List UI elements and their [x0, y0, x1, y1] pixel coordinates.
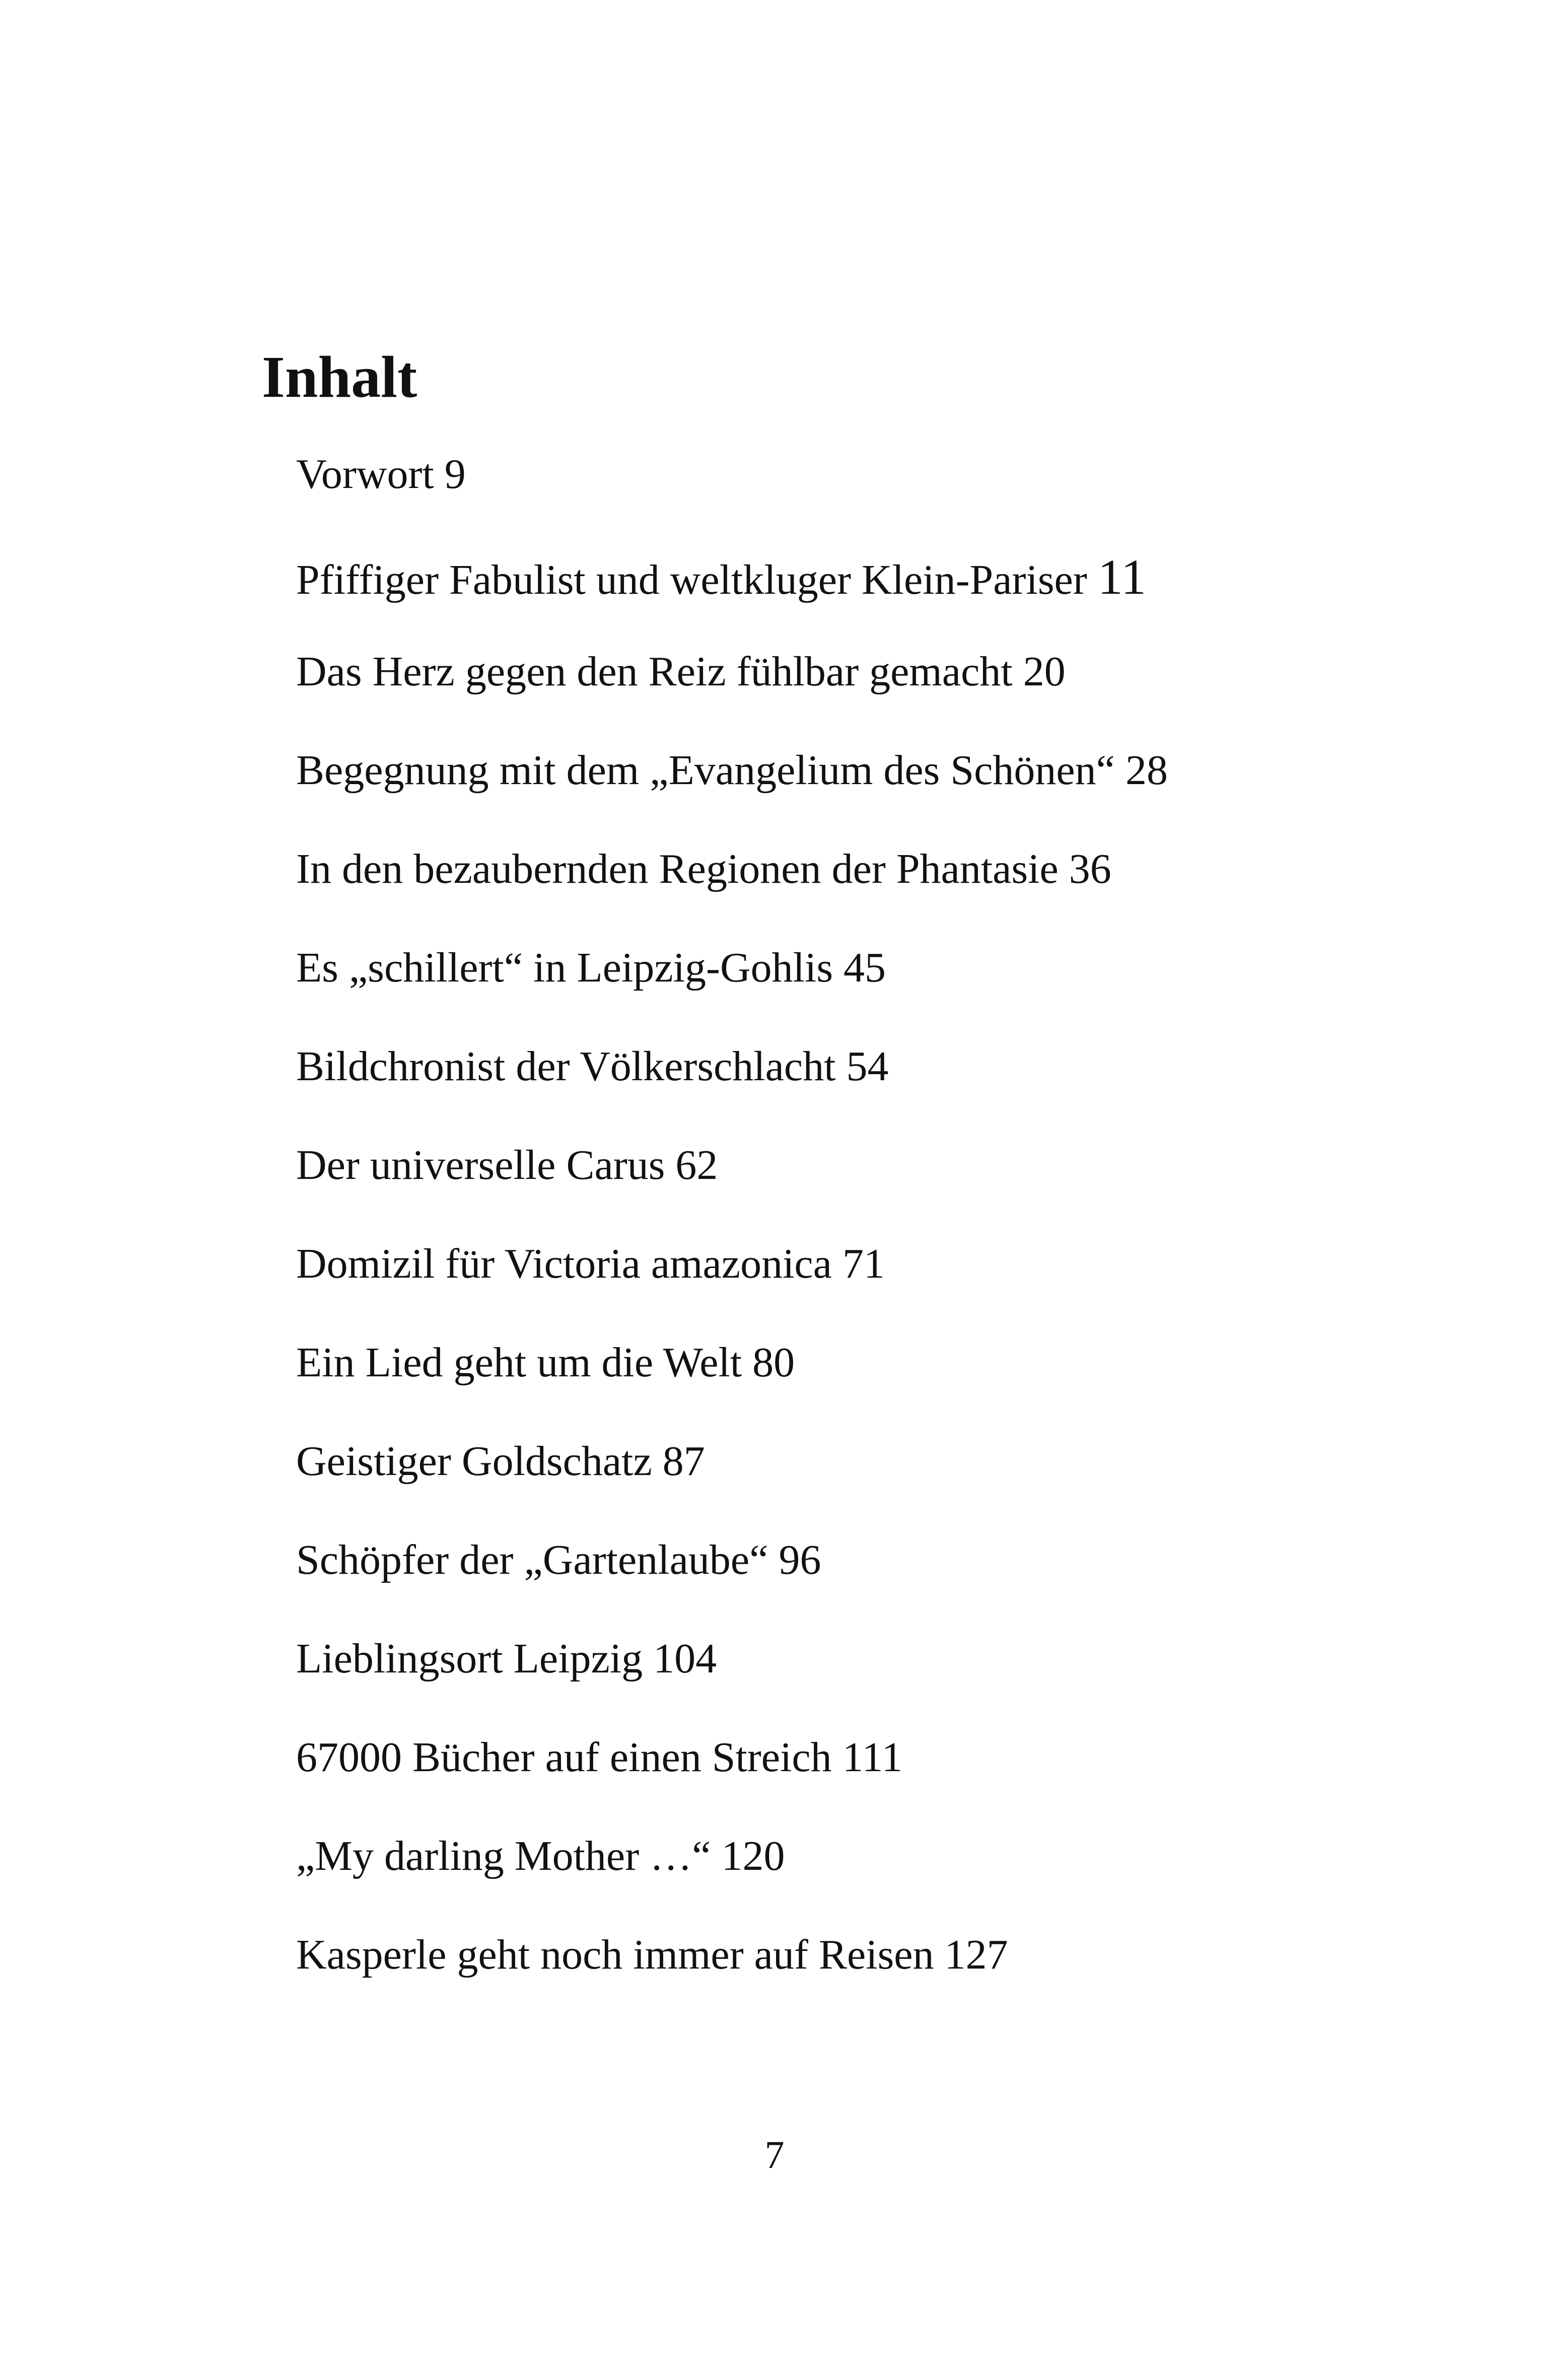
toc-entry-title: Das Herz gegen den Reiz fühlbar gemacht — [296, 648, 1013, 695]
toc-entry — [296, 1536, 1168, 1638]
toc-entry-page: 104 — [653, 1635, 717, 1682]
toc-entry — [296, 648, 1168, 749]
toc-entry — [296, 1931, 1168, 2033]
toc-entry-title: Pfiffiger Fabulist und weltkluger Klein-Pariser — [296, 556, 1087, 603]
toc-entry-page: 120 — [721, 1833, 785, 1879]
toc-entry — [296, 1736, 1168, 1835]
toc-entry-page: 80 — [752, 1339, 795, 1386]
toc-entry-page: 87 — [662, 1438, 705, 1485]
toc-entry — [296, 1635, 1168, 1736]
toc-entry — [296, 749, 1168, 848]
toc-entry-title: Bildchronist der Völkerschlacht — [296, 1043, 836, 1090]
toc-entry-title: Lieblingsort Leipzig — [296, 1635, 643, 1682]
toc-entry-title: Vorwort — [296, 451, 434, 498]
toc-entry-title: „My darling Mother …“ — [296, 1833, 711, 1879]
toc-entry-page: 96 — [779, 1536, 821, 1583]
toc-entry-title: In den bezaubernden Regionen der Phantasie — [296, 846, 1059, 892]
table-of-contents — [296, 453, 1168, 2033]
page-number: 7 — [764, 2133, 785, 2177]
toc-entry-page: 28 — [1125, 747, 1168, 794]
toc-entry-title: Domizil für Victoria amazonica — [296, 1240, 832, 1287]
toc-entry-title: Es „schillert“ in Leipzig-Gohlis — [296, 944, 833, 991]
toc-entry-page: 127 — [944, 1931, 1008, 1978]
toc-entry-page: 9 — [444, 451, 466, 498]
toc-entry-title: Kasperle geht noch immer auf Reisen — [296, 1931, 934, 1978]
toc-entry-page: 20 — [1023, 648, 1066, 695]
toc-entry — [296, 453, 1168, 552]
toc-entry-page: 111 — [842, 1734, 903, 1781]
toc-entry — [296, 1045, 1168, 1144]
toc-entry — [296, 549, 1168, 651]
toc-entry-title: Geistiger Goldschatz — [296, 1438, 652, 1485]
toc-entry-title: Ein Lied geht um die Welt — [296, 1339, 742, 1386]
toc-entry — [296, 1440, 1168, 1539]
toc-entry — [296, 1835, 1168, 1934]
toc-entry-title: Begegnung mit dem „Evangelium des Schönen“ — [296, 747, 1115, 794]
toc-entry — [296, 1240, 1168, 1342]
toc-entry-page: 62 — [675, 1142, 718, 1188]
toc-entry-page: 36 — [1069, 846, 1111, 892]
toc-entry-page: 54 — [846, 1043, 889, 1090]
toc-entry-title: 67000 Bücher auf einen Streich — [296, 1734, 832, 1781]
toc-entry — [296, 848, 1168, 947]
page-title: Inhalt — [262, 344, 417, 410]
toc-entry — [296, 944, 1168, 1045]
toc-entry — [296, 1144, 1168, 1243]
toc-entry-title: Der universelle Carus — [296, 1142, 665, 1188]
toc-entry-page: 71 — [842, 1240, 885, 1287]
toc-entry-page: 11 — [1097, 549, 1147, 605]
toc-entry — [296, 1339, 1168, 1440]
toc-entry-page: 45 — [843, 944, 886, 991]
toc-entry-title: Schöpfer der „Gartenlaube“ — [296, 1536, 768, 1583]
